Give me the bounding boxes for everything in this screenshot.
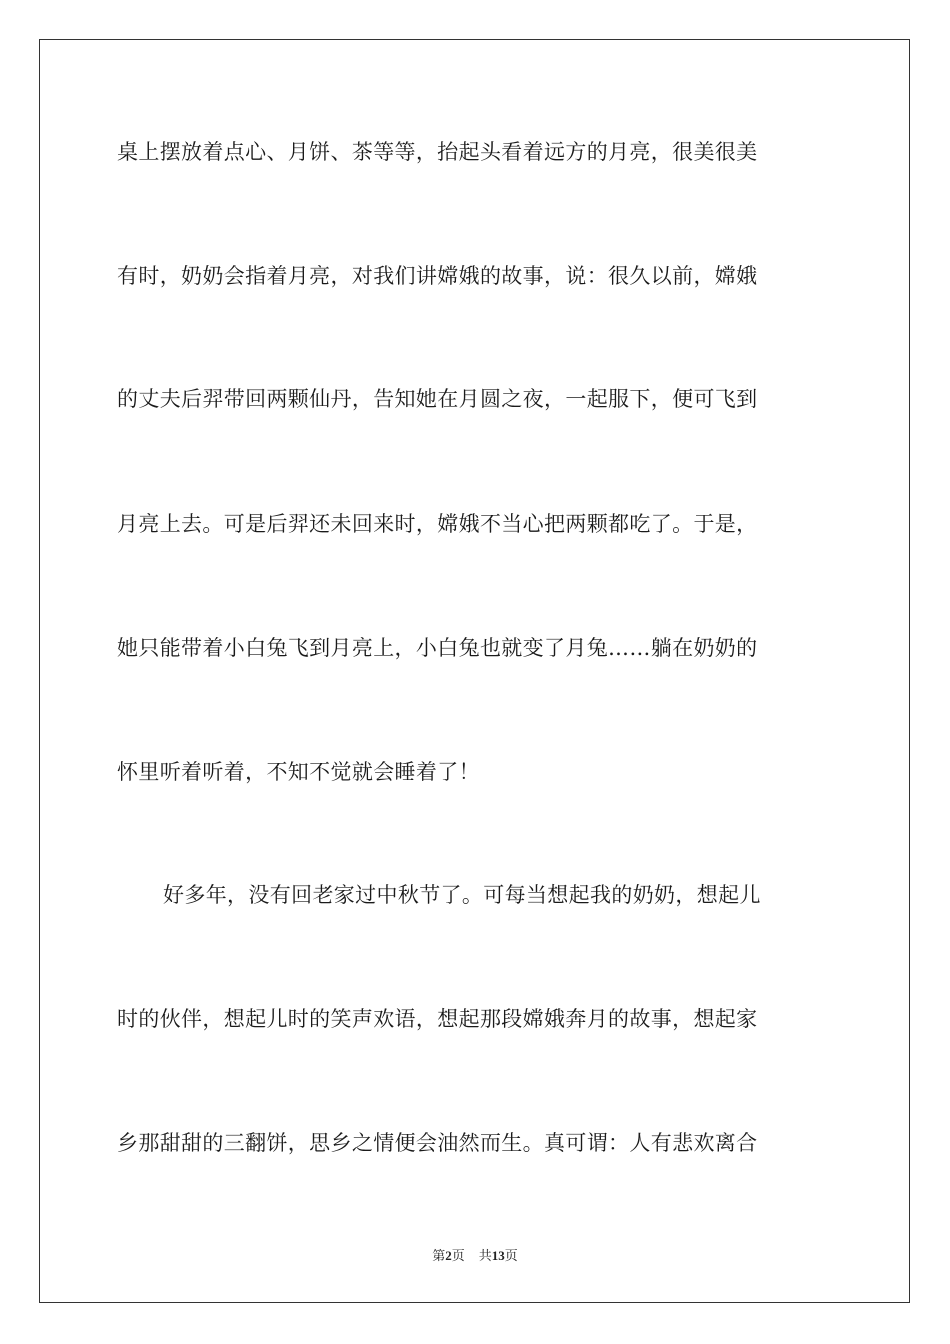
- paragraph-line: 月亮上去。可是后羿还未回来时，嫦娥不当心把两颗都吃了。于是，: [117, 512, 758, 536]
- footer-total-suffix: 页: [504, 1249, 518, 1264]
- paragraph-line: 的丈夫后羿带回两颗仙丹，告知她在月圆之夜，一起服下，便可飞到: [117, 387, 758, 411]
- paragraph-line: 时的伙伴，想起儿时的笑声欢语，想起那段嫦娥奔月的故事，想起家: [117, 1007, 758, 1031]
- footer-page-prefix: 第: [432, 1249, 446, 1264]
- paragraph-line: 她只能带着小白兔飞到月亮上，小白兔也就变了月兔……躺在奶奶的: [117, 636, 758, 660]
- paragraph-line: 有时，奶奶会指着月亮，对我们讲嫦娥的故事，说：很久以前，嫦娥: [117, 264, 758, 288]
- paragraph-line: 怀里听着听着，不知不觉就会睡着了！: [117, 760, 480, 784]
- paragraph-line-indented: 好多年，没有回老家过中秋节了。可每当想起我的奶奶，想起儿: [163, 883, 761, 907]
- footer-total-prefix: 共: [478, 1249, 492, 1264]
- page-border: [39, 39, 910, 1303]
- footer-page-number: 2: [445, 1248, 452, 1263]
- footer-total-pages: 13: [491, 1248, 505, 1263]
- paragraph-line: 乡那甜甜的三翻饼，思乡之情便会油然而生。真可谓：人有悲欢离合: [117, 1131, 758, 1155]
- page-footer: [0, 1247, 950, 1266]
- paragraph-line: 桌上摆放着点心、月饼、茶等等，抬起头看着远方的月亮，很美很美: [117, 140, 758, 164]
- footer-page-suffix: 页: [451, 1249, 465, 1264]
